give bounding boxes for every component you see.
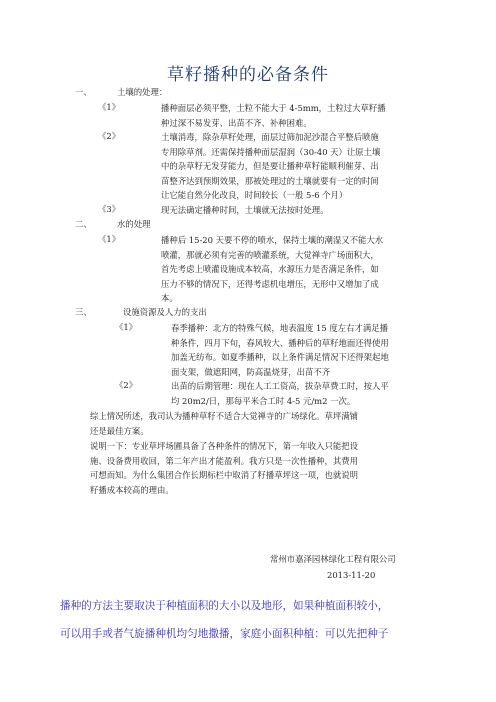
text-line: 现无法确定播种时间，土壤就无法按时处理。	[161, 205, 329, 215]
text-line: 出苗的后期管理：现在人工工资高，拔杂草费工时，按人平	[171, 381, 389, 391]
company-name: 常州市嘉泽园林绿化工程有限公司	[270, 554, 396, 564]
text-line: 压力不够的情况下，还得考虑机电增压，无形中又增加了成	[161, 278, 379, 289]
section-2-number: 二、	[75, 219, 92, 229]
text-line: 籽播成本较高的理由。	[90, 484, 174, 495]
section-1-item-2-number: 《2》	[98, 131, 121, 141]
section-1-item-3-text	[161, 203, 329, 218]
bottom-text-line-1: 播种的方法主要取决于种植面积的大小以及地形，如果种植面积较小，	[60, 600, 389, 612]
text-line: 春季播种：北方的特殊气候，地表温度 15 度左右才满足播	[171, 323, 388, 333]
text-line: 本。	[161, 293, 178, 304]
text-line: 施、设备费用收回，第二年产出才能盈利。我方只是一次性播种，其费用	[90, 455, 358, 466]
text-line: 首先考虑上喷灌设施成本较高，水源压力是否满足条件，如	[161, 264, 379, 275]
section-1-item-1-text	[161, 101, 386, 130]
text-line: 专用除草剂。还需保持播种面层湿润（30-40 天）让原土壤	[161, 146, 381, 157]
section-2-item-1-number: 《1》	[98, 234, 121, 244]
text-line: 喷灌，那就必须有完善的喷灌系统，大觉禅寺广场面积大，	[161, 249, 379, 260]
section-3-item-1-text	[171, 321, 389, 379]
section-3-item-1-number: 《1》	[115, 322, 138, 332]
section-3-item-2-number: 《2》	[115, 380, 138, 390]
text-line: 均 20m2/日，那每平米合工时 4-5 元/m2 一次。	[171, 395, 356, 406]
section-1-title: 土壤的处理：	[117, 87, 168, 97]
summary-paragraph	[90, 409, 358, 438]
section-3-title: 设施资源及人力的支出	[123, 307, 207, 317]
text-line: 综上情况所述，我司认为播种草籽不适合大觉禅寺的广场绿化。草坪满铺	[90, 411, 358, 421]
text-line: 土壤消毒，除杂草籽处理，面层过筛加泥沙混合平整后喷施	[161, 132, 379, 142]
text-line: 说明一下：专业草坪场圃具备了各种条件的情况下，第一年收入只能把设	[90, 441, 358, 451]
text-line: 面支架，做遮阳网，防高温烧芽，出苗不齐	[171, 366, 331, 377]
text-line: 种条件，四月下旬，春风较大、播种后的草籽地面还得使用	[171, 337, 389, 348]
section-1-item-2-text	[161, 130, 380, 203]
text-line: 种过深不易发芽、出苗不齐、补种困难。	[161, 117, 312, 128]
text-line: 播种面层必须平整，土粒不能大于 4-5mm，土粒过大草籽播	[161, 103, 386, 113]
section-1-item-3-number: 《3》	[98, 204, 121, 214]
section-3-item-2-text	[171, 379, 389, 408]
text-line: 加盖无纺布。如夏季播种，以上条件满足情况下还得架起地	[171, 352, 389, 363]
section-1-number: 一、	[75, 87, 92, 97]
section-2-title: 水的处理	[117, 219, 151, 229]
document-title: 草籽播种的必备条件	[167, 65, 329, 85]
text-line: 可想而知。为什么集团合作长期标栏中取消了籽播草坪这一项，也就说明	[90, 470, 358, 481]
text-line: 播种后 15-20 天要不停的喷水，保持土壤的潮湿又不能大水	[161, 235, 384, 245]
text-line: 苗整齐达到预期效果，那被处理过的土壤就要有一定的时间	[161, 175, 379, 186]
bottom-text-line-2: 可以用手或者气旋播种机均匀地撒播，家庭小面积种植：可以先把种子	[60, 628, 389, 640]
note-paragraph	[90, 439, 358, 497]
section-3-number: 三、	[75, 307, 92, 317]
text-line: 中的杂草籽无发芽能力，但是要让播种草籽能顺利催芽、出	[161, 161, 379, 172]
section-2-item-1-text	[161, 233, 383, 306]
text-line: 还是最佳方案。	[90, 425, 149, 436]
document-date: 2013-11-20	[327, 570, 376, 580]
text-line: 让它能自然分化改良，时间较长（一般 5-6 个月）	[161, 190, 348, 201]
section-1-item-1-number: 《1》	[98, 102, 121, 112]
